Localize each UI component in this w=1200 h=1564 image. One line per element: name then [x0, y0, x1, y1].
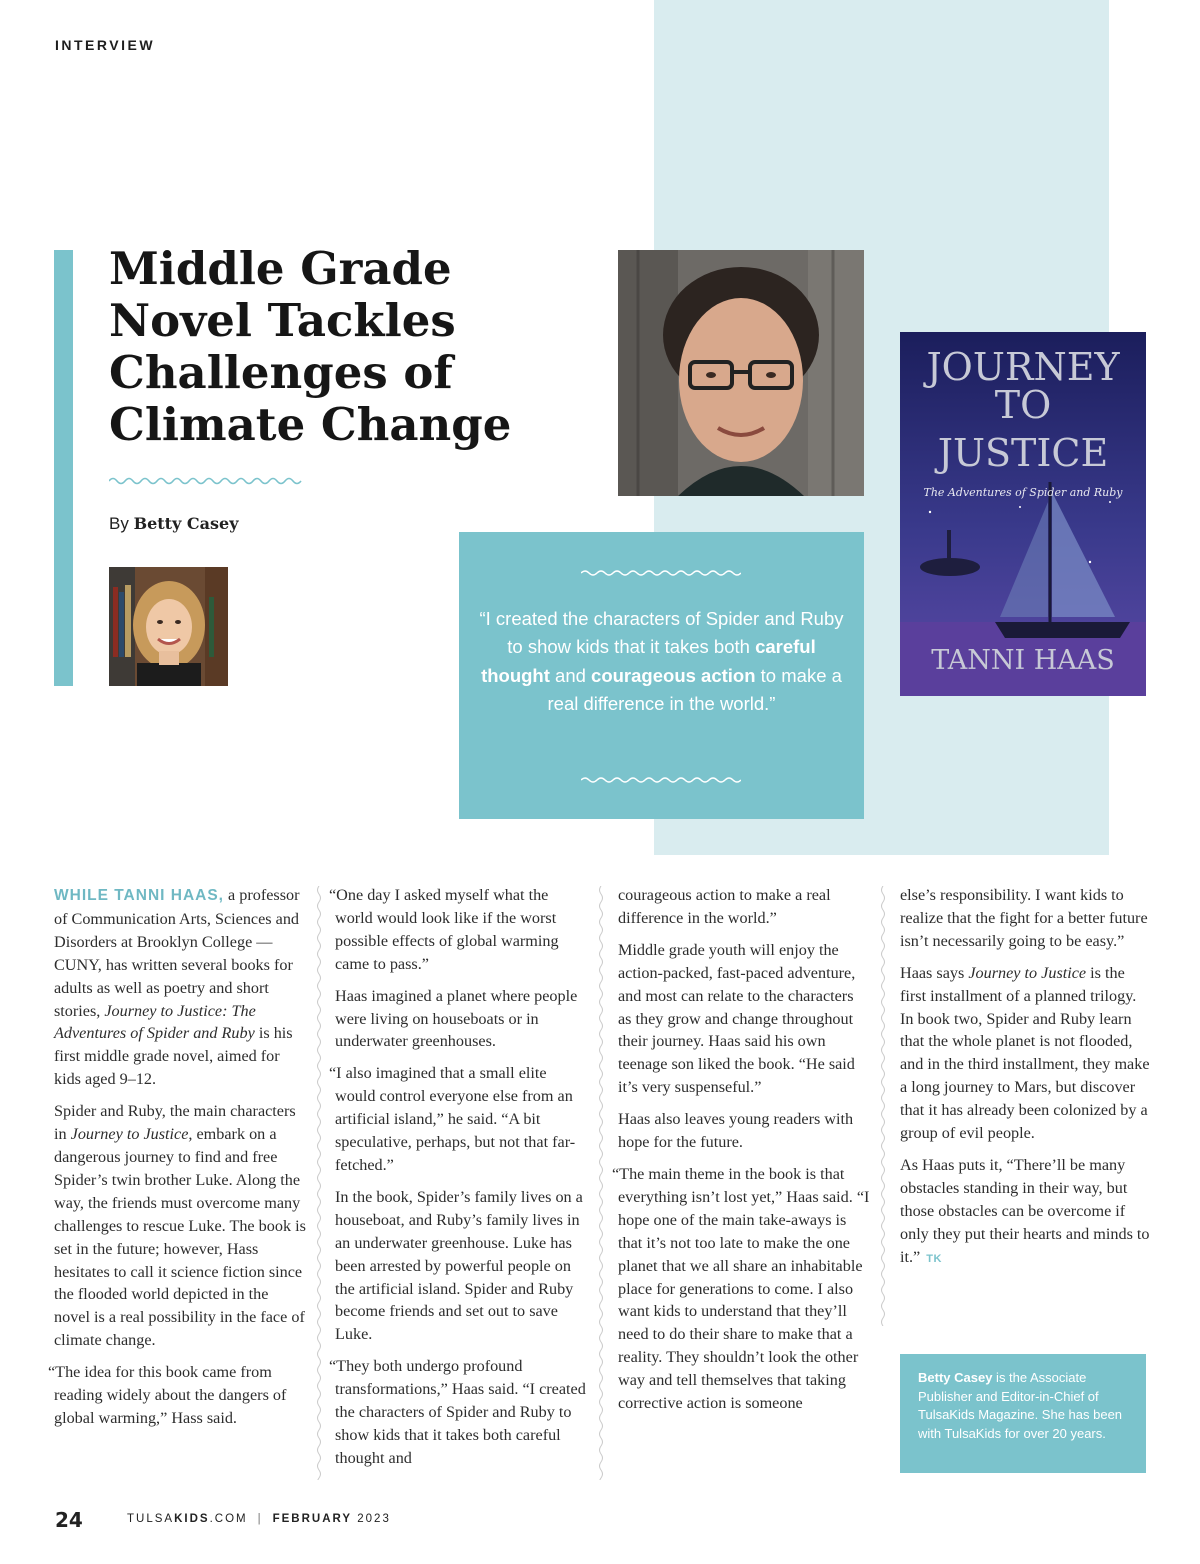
book-subtitle: The Adventures of Spider and Ruby: [923, 486, 1123, 499]
article-column-1: [48, 884, 306, 1439]
book-title-italic: Journey to Justice: [968, 963, 1087, 982]
issue-year: 2023: [357, 1513, 391, 1525]
end-mark: TK: [926, 1252, 942, 1265]
article-text: a professor of Communication Arts, Sciences and Disorders at Brooklyn College — CUNY, has written several books for adults as well as poetry and short stories,: [54, 886, 300, 1020]
pull-quote-text: and: [549, 664, 592, 686]
book-title-line: JOURNEY: [926, 345, 1120, 389]
pull-quote-box: [459, 532, 864, 819]
article-paragraph: Middle grade youth will enjoy the action-packed, fast-paced adventure, and most can relate to the characters as they grow and change throughout their journey. Haas said his own teenage son liked the book. “He said it’s very suspenseful.”: [618, 940, 856, 1097]
page-number: 24: [55, 1508, 83, 1532]
article-paragraph: Haas also leaves young readers with hope for the future.: [618, 1110, 854, 1152]
headline-line: Challenges of: [109, 346, 453, 399]
column-divider: [597, 886, 605, 1480]
article-column-2: [329, 884, 589, 1479]
article-text: is the first installment of a planned trilogy. In book two, Spider and Ruby learn that the whole planet is not flooded, and in the third installment, they make a long journey to Mars, but discover that it has already been colonized by a group of evil people.: [900, 963, 1150, 1143]
headline: [109, 243, 529, 451]
pull-quote-emphasis: courageous action: [591, 664, 756, 686]
column-divider: [315, 886, 323, 1480]
site-name-bold: KIDS: [174, 1513, 210, 1525]
headline-line: Middle Grade: [109, 242, 452, 295]
article-column-3: [612, 884, 870, 1424]
article-paragraph: [54, 1100, 306, 1352]
article-paragraph: [900, 962, 1150, 1145]
article-lead-in: WHILE TANNI HAAS,: [54, 887, 224, 904]
bio-text: is the Associate Publisher and Editor-in-Chief of TulsaKids Magazine. She has been with TulsaKids for over 20 years.: [918, 1370, 1123, 1441]
book-author: TANNI HAAS: [931, 645, 1115, 676]
byline-author: Betty Casey: [133, 514, 239, 533]
author-bio-box: [900, 1354, 1146, 1473]
subject-photo: [618, 250, 864, 496]
article-column-4: [900, 884, 1150, 1280]
site-domain: .COM: [209, 1513, 248, 1525]
article-paragraph: “I also imagined that a small elite would control everyone else from an artificial island,” he said. “A bit speculative, perhaps, but not that far-fetched.”: [329, 1064, 576, 1174]
article-paragraph: [900, 1154, 1150, 1271]
article-paragraph: “They both undergo profound transformations,” Haas said. “I created the characters of Spider and Ruby to show kids that it takes both careful thought and: [329, 1357, 586, 1467]
footer-separator: |: [257, 1513, 263, 1525]
article-text: Haas says: [900, 963, 969, 982]
byline: [109, 514, 239, 534]
article-paragraph: “One day I asked myself what the world would look like if the worst possible effects of global warming came to pass.”: [329, 886, 559, 973]
article-text: embark on a dangerous journey to find and free Spider’s twin brother Luke. Along the way, the friends must overcome many challenges to rescue Luke. The book is set in the future; however, Hass hesitates to call it science fiction since the flooded world depicted in the novel is a real possibility in the face of climate change.: [54, 1125, 306, 1350]
pull-quote: [479, 605, 844, 718]
headline-line: Climate Change: [109, 398, 512, 451]
headline-line: Novel Tackles: [109, 294, 456, 347]
article-paragraph: In the book, Spider’s family lives on a houseboat, and Ruby’s family lives in an underwater greenhouse. Luke has been arrested by powerful people on the artificial island. Spider and Ruby become friends and set out to save Luke.: [335, 1187, 583, 1344]
section-label: INTERVIEW: [55, 37, 156, 53]
book-title-italic: Journey to Justice,: [70, 1125, 193, 1144]
column-divider: [879, 886, 887, 1326]
book-title-italic: Journey to Justice: The Adventures of Spider and Ruby: [54, 1001, 256, 1043]
article-paragraph: “The main theme in the book is that everything isn’t lost yet,” Haas said. “I hope one of the main take-aways is that it’s not too late to make the one planet that we all share an inhabitable place for generations to come. I also want kids to understand that they’ll need to do their share to make that a reality. They shouldn’t look the other way and tell themselves that taking corrective action is someone: [612, 1164, 870, 1413]
wave-divider: [581, 568, 741, 578]
book-title-line: JUSTICE: [937, 431, 1109, 475]
byline-prefix: By: [109, 514, 129, 533]
article-paragraph: else’s responsibility. I want kids to realize that the fight for a better future isn’t necessarily going to be easy.”: [900, 886, 1148, 950]
article-paragraph: [54, 884, 306, 1091]
page-footer: [55, 1508, 391, 1532]
article-text: As Haas puts it, “There’ll be many obstacles standing in their way, but those obstacles can be overcome if only they put their hearts and minds to it.”: [900, 1155, 1150, 1266]
title-accent-bar: [54, 250, 73, 686]
article-paragraph: “The idea for this book came from reading widely about the dangers of global warming,” Hass said.: [48, 1363, 287, 1427]
issue-month: FEBRUARY: [272, 1513, 353, 1525]
article-text: Spider and Ruby, the main characters in: [54, 1102, 296, 1144]
book-title-line: TO: [994, 383, 1052, 427]
article-text: is his first middle grade novel, aimed for kids aged 9–12.: [54, 1024, 293, 1089]
pull-quote-emphasis: careful thought: [481, 636, 816, 686]
wave-divider: [109, 475, 302, 487]
pull-quote-text: to make a real difference in the world.”: [547, 664, 842, 714]
pull-quote-text: “I created the characters of Spider and Ruby to show kids that it takes both: [479, 608, 844, 658]
article-paragraph: Haas imagined a planet where people were living on houseboats or in underwater greenhouses.: [335, 986, 578, 1051]
wave-divider: [581, 775, 741, 785]
site-name: TULSA: [127, 1513, 175, 1525]
bio-name: Betty Casey: [918, 1370, 993, 1385]
footer-site: [127, 1513, 391, 1525]
book-cover: [900, 332, 1146, 696]
article-paragraph: courageous action to make a real difference in the world.”: [618, 886, 831, 927]
author-photo: [109, 567, 228, 686]
